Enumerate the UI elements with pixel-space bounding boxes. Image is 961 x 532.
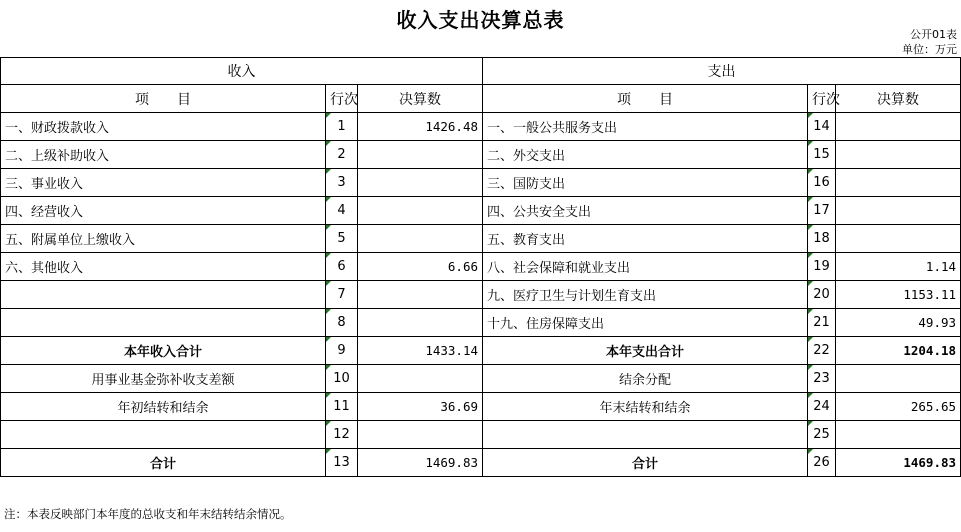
income-header: 收入 (1, 58, 483, 85)
income-amount-cell: 6.66 (358, 253, 483, 281)
income-item-cell: 本年收入合计 (1, 337, 326, 365)
expense-item-cell: 合计 (483, 449, 808, 477)
income-item-cell: 一、财政拨款收入 (1, 113, 326, 141)
unit-label: 单位：万元 (902, 43, 957, 56)
expense-amount-cell: 1469.83 (836, 449, 961, 477)
report-title: 收入支出决算总表 (396, 8, 565, 32)
income-item-cell: 二、上级补助收入 (1, 141, 326, 169)
expense-amount-cell: 1204.18 (836, 337, 961, 365)
income-line-header: 行次 (326, 85, 358, 113)
income-line-cell: 11 (326, 393, 358, 421)
expense-item-cell: 本年支出合计 (483, 337, 808, 365)
table-row (1, 169, 961, 197)
expense-item-cell: 五、教育支出 (483, 225, 808, 253)
income-amount-cell (358, 281, 483, 309)
income-amount-cell: 36.69 (358, 393, 483, 421)
expense-item-cell: 结余分配 (483, 365, 808, 393)
expense-line-cell: 22 (808, 337, 836, 365)
income-line-cell: 6 (326, 253, 358, 281)
expense-line-cell: 14 (808, 113, 836, 141)
expense-item-cell (483, 421, 808, 449)
income-line-cell: 12 (326, 421, 358, 449)
table-row (1, 253, 961, 281)
table-row (1, 281, 961, 309)
table-row (1, 141, 961, 169)
income-line-cell: 4 (326, 197, 358, 225)
income-amount-cell (358, 169, 483, 197)
expense-amount-cell: 1.14 (836, 253, 961, 281)
summary-table (0, 57, 961, 477)
expense-amount-cell (836, 225, 961, 253)
income-line-cell: 9 (326, 337, 358, 365)
expense-amount-cell (836, 365, 961, 393)
income-amount-cell (358, 421, 483, 449)
expense-line-cell: 16 (808, 169, 836, 197)
expense-line-cell: 25 (808, 421, 836, 449)
expense-amount-cell (836, 169, 961, 197)
income-item-cell: 三、事业收入 (1, 169, 326, 197)
table-code: 公开01表 (910, 28, 957, 41)
expense-line-cell: 19 (808, 253, 836, 281)
income-amount-cell (358, 141, 483, 169)
expense-item-cell: 年末结转和结余 (483, 393, 808, 421)
expense-item-cell: 九、医疗卫生与计划生育支出 (483, 281, 808, 309)
table-row (1, 197, 961, 225)
income-amount-cell (358, 197, 483, 225)
expense-amount-cell: 1153.11 (836, 281, 961, 309)
table-row (1, 449, 961, 477)
expense-line-cell: 21 (808, 309, 836, 337)
expense-line-cell: 23 (808, 365, 836, 393)
expense-item-cell: 八、社会保障和就业支出 (483, 253, 808, 281)
footnote: 注：本表反映部门本年度的总收支和年末结转结余情况。 (4, 507, 292, 521)
income-amount-cell: 1433.14 (358, 337, 483, 365)
income-line-cell: 3 (326, 169, 358, 197)
table-row (1, 365, 961, 393)
income-item-cell: 用事业基金弥补收支差额 (1, 365, 326, 393)
expense-item-header: 项 目 (483, 85, 808, 113)
income-line-cell: 1 (326, 113, 358, 141)
expense-amount-cell: 49.93 (836, 309, 961, 337)
expense-amount-cell (836, 141, 961, 169)
expense-amount-cell (836, 421, 961, 449)
expense-item-cell: 四、公共安全支出 (483, 197, 808, 225)
income-line-cell: 5 (326, 225, 358, 253)
income-amount-header: 决算数 (358, 85, 483, 113)
income-item-cell: 年初结转和结余 (1, 393, 326, 421)
income-item-cell (1, 281, 326, 309)
expense-amount-cell (836, 197, 961, 225)
income-line-cell: 2 (326, 141, 358, 169)
income-item-cell (1, 421, 326, 449)
expense-item-cell: 三、国防支出 (483, 169, 808, 197)
income-item-cell: 五、附属单位上缴收入 (1, 225, 326, 253)
income-item-cell: 合计 (1, 449, 326, 477)
expense-line-cell: 17 (808, 197, 836, 225)
table-row (1, 337, 961, 365)
income-line-cell: 10 (326, 365, 358, 393)
table-row (1, 309, 961, 337)
expense-line-cell: 15 (808, 141, 836, 169)
income-item-cell: 六、其他收入 (1, 253, 326, 281)
income-amount-cell: 1426.48 (358, 113, 483, 141)
expense-line-cell: 20 (808, 281, 836, 309)
section-header-row (1, 58, 961, 85)
expense-item-cell: 二、外交支出 (483, 141, 808, 169)
income-amount-cell (358, 225, 483, 253)
income-line-cell: 7 (326, 281, 358, 309)
expense-line-cell: 24 (808, 393, 836, 421)
income-item-cell (1, 309, 326, 337)
expense-amount-cell (836, 113, 961, 141)
expense-amount-cell: 265.65 (836, 393, 961, 421)
expense-line-header: 行次 (808, 85, 836, 113)
expense-amount-header: 决算数 (836, 85, 961, 113)
income-amount-cell (358, 309, 483, 337)
income-item-cell: 四、经营收入 (1, 197, 326, 225)
expense-item-cell: 十九、住房保障支出 (483, 309, 808, 337)
expense-header: 支出 (483, 58, 961, 85)
table-row (1, 113, 961, 141)
income-item-header: 项 目 (1, 85, 326, 113)
table-row (1, 421, 961, 449)
table-row (1, 225, 961, 253)
expense-item-cell: 一、一般公共服务支出 (483, 113, 808, 141)
income-amount-cell (358, 365, 483, 393)
income-line-cell: 8 (326, 309, 358, 337)
expense-line-cell: 26 (808, 449, 836, 477)
column-header-row (1, 85, 961, 113)
income-line-cell: 13 (326, 449, 358, 477)
expense-line-cell: 18 (808, 225, 836, 253)
income-amount-cell: 1469.83 (358, 449, 483, 477)
table-row (1, 393, 961, 421)
